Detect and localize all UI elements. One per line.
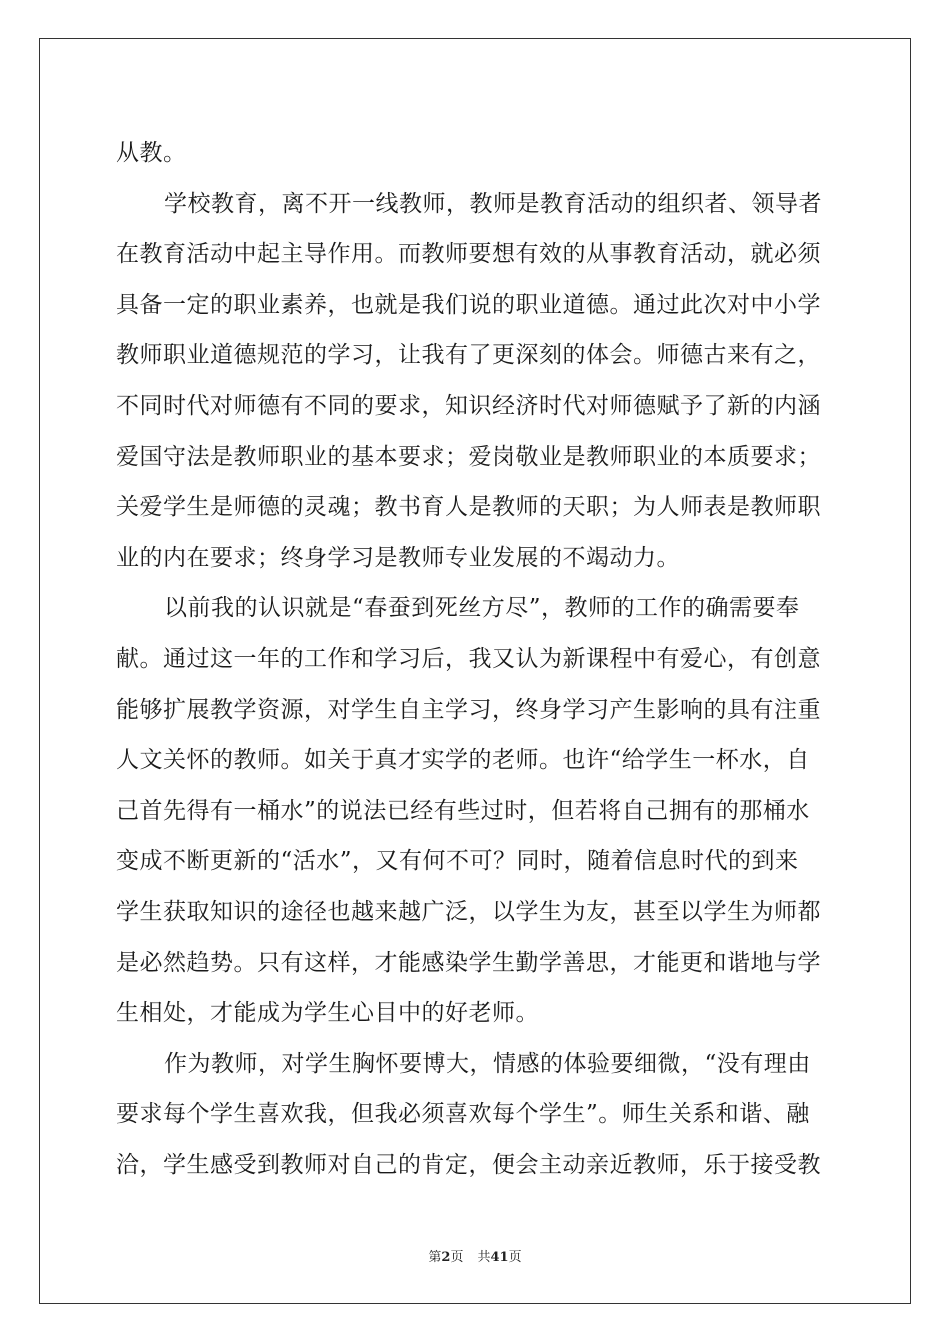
text-line: 洽，学生感受到教师对自己的肯定，便会主动亲近教师，乐于接受教 xyxy=(116,1151,821,1178)
text-line: 学校教育，离不开一线教师，教师是教育活动的组织者、领导者 xyxy=(164,190,822,217)
total-pages: 41 xyxy=(490,1250,509,1265)
total-suffix: 页 xyxy=(508,1250,522,1265)
page-prefix: 第 xyxy=(428,1250,442,1265)
text-line: 献。通过这一年的工作和学习后，我又认为新课程中有爱心，有创意 xyxy=(116,645,821,672)
page-footer xyxy=(0,1246,950,1265)
text-line: 变成不断更新的“活水”，又有何不可？同时，随着信息时代的到来 xyxy=(116,848,799,875)
text-line: 具备一定的职业素养，也就是我们说的职业道德。通过此次对中小学 xyxy=(116,291,821,318)
page-suffix: 页 xyxy=(450,1250,464,1265)
text-line: 爱国守法是教师职业的基本要求；爱岗敬业是教师职业的本质要求； xyxy=(116,443,821,470)
text-line: 学生获取知识的途径也越来越广泛，以学生为友，甚至以学生为师都 xyxy=(116,898,821,925)
text-line: 从教。 xyxy=(116,140,187,166)
text-line: 能够扩展教学资源，对学生自主学习，终身学习产生影响的具有注重 xyxy=(116,696,821,723)
text-line: 不同时代对师德有不同的要求，知识经济时代对师德赋予了新的内涵 xyxy=(116,392,821,419)
page-number: 2 xyxy=(441,1250,451,1265)
text-line: 人文关怀的教师。如关于真才实学的老师。也许“给学生一杯水，自 xyxy=(116,747,810,774)
text-line: 教师职业道德规范的学习，让我有了更深刻的体会。师德古来有之， xyxy=(116,342,821,369)
document-body xyxy=(116,128,836,1190)
text-line: 关爱学生是师德的灵魂；教书育人是教师的天职；为人师表是教师职 xyxy=(116,494,821,521)
text-line: 要求每个学生喜欢我，但我必须喜欢每个学生”。师生关系和谐、融 xyxy=(116,1101,810,1128)
text-line: 作为教师，对学生胸怀要博大，情感的体验要细微，“没有理由 xyxy=(164,1050,811,1077)
text-line: 在教育活动中起主导作用。而教师要想有效的从事教育活动，就必须 xyxy=(116,241,821,268)
text-line: 己首先得有一桶水”的说法已经有些过时，但若将自己拥有的那桶水 xyxy=(116,797,810,824)
text-line: 业的内在要求；终身学习是教师专业发展的不竭动力。 xyxy=(116,544,680,571)
text-line: 是必然趋势。只有这样，才能感染学生勤学善思，才能更和谐地与学 xyxy=(116,949,821,976)
text-line: 以前我的认识就是“春蚕到死丝方尽”，教师的工作的确需要奉 xyxy=(164,595,800,622)
text-line: 生相处，才能成为学生心目中的好老师。 xyxy=(116,1000,539,1027)
total-prefix: 共 xyxy=(477,1250,491,1265)
